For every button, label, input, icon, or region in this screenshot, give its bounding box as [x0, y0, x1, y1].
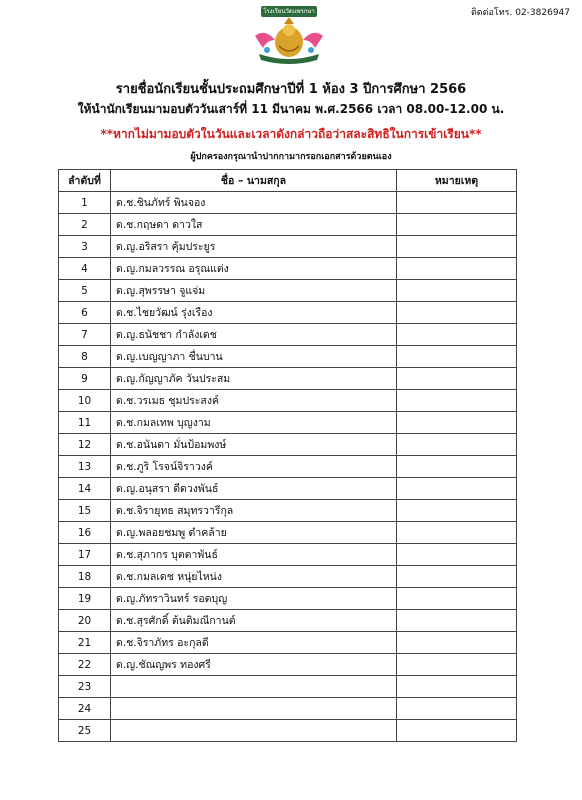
row-remark: [397, 192, 517, 214]
table-row: [59, 698, 517, 720]
row-remark: [397, 522, 517, 544]
row-number: 4: [59, 258, 111, 280]
student-name: [111, 720, 397, 742]
row-number: 23: [59, 676, 111, 698]
row-number: 9: [59, 368, 111, 390]
row-number: 12: [59, 434, 111, 456]
table-row: [59, 588, 517, 610]
table-header-row: [59, 170, 517, 192]
row-remark: [397, 478, 517, 500]
row-remark: [397, 456, 517, 478]
student-name: ด.ช.ภูริ โรจน์จิราวงค์: [111, 456, 397, 478]
row-remark: [397, 654, 517, 676]
row-remark: [397, 676, 517, 698]
table-row: [59, 412, 517, 434]
student-name: ด.ญ.ภัทราวินทร์ รอดบุญ: [111, 588, 397, 610]
table-row: [59, 566, 517, 588]
page-subtitle: ให้นำนักเรียนมามอบตัววันเสาร์ที่ 11 มีนาคม พ.ศ.2566 เวลา 08.00-12.00 น.: [77, 102, 505, 116]
row-remark: [397, 280, 517, 302]
table-row: [59, 654, 517, 676]
row-remark: [397, 632, 517, 654]
row-number: 13: [59, 456, 111, 478]
student-name: [111, 698, 397, 720]
student-name: ด.ช.จิรายุทธ สมุทรวารีกุล: [111, 500, 397, 522]
student-name: ด.ญ.กมลวรรณ อรุณแต่ง: [111, 258, 397, 280]
student-name: [111, 676, 397, 698]
row-number: 25: [59, 720, 111, 742]
student-name: ด.ญ.พลอยชมพู ดำคล้าย: [111, 522, 397, 544]
student-name: ด.ช.สุภากร บุตตาพันธ์: [111, 544, 397, 566]
table-row: [59, 368, 517, 390]
student-name: ด.ช.ชินภัทร์ พินจอง: [111, 192, 397, 214]
table-row: [59, 676, 517, 698]
student-name: ด.ช.วรเมธ ชุมประสงค์: [111, 390, 397, 412]
student-name: ด.ช.อนันดา มั่นป้อมพงษ์: [111, 434, 397, 456]
row-number: 2: [59, 214, 111, 236]
row-remark: [397, 346, 517, 368]
row-number: 5: [59, 280, 111, 302]
row-remark: [397, 698, 517, 720]
row-remark: [397, 258, 517, 280]
student-name: ด.ช.กมลเดช หนุ่ยไหน่ง: [111, 566, 397, 588]
school-logo: [251, 6, 327, 66]
table-row: [59, 346, 517, 368]
row-number: 3: [59, 236, 111, 258]
row-number: 11: [59, 412, 111, 434]
row-remark: [397, 236, 517, 258]
row-number: 10: [59, 390, 111, 412]
student-name: ด.ญ.ธนัชชา กำลังเดช: [111, 324, 397, 346]
student-name: ด.ช.กมลเทพ บุญงาม: [111, 412, 397, 434]
table-row: [59, 522, 517, 544]
row-number: 8: [59, 346, 111, 368]
student-name: ด.ญ.เบญญาภา ชื่นบาน: [111, 346, 397, 368]
row-remark: [397, 434, 517, 456]
warning-text: **หากไม่มามอบตัวในวันและเวลาดังกล่าวถือว่าสละสิทธิในการเข้าเรียน**: [100, 127, 482, 141]
row-remark: [397, 720, 517, 742]
student-name: ด.ญ.ชัณญพร ทองศรี: [111, 654, 397, 676]
row-number: 19: [59, 588, 111, 610]
student-name: ด.ญ.สุพรรษา จูแจ่ม: [111, 280, 397, 302]
header-number: ลำดับที่: [59, 170, 111, 192]
table-row: [59, 390, 517, 412]
row-number: 22: [59, 654, 111, 676]
row-remark: [397, 324, 517, 346]
row-number: 7: [59, 324, 111, 346]
student-name: ด.ช.จิราภัทร อะกุลดี: [111, 632, 397, 654]
row-number: 17: [59, 544, 111, 566]
row-remark: [397, 588, 517, 610]
row-number: 18: [59, 566, 111, 588]
row-remark: [397, 566, 517, 588]
row-remark: [397, 302, 517, 324]
student-name: ด.ญ.กัญญาภัค วันประสม: [111, 368, 397, 390]
row-number: 14: [59, 478, 111, 500]
table-row: [59, 258, 517, 280]
row-number: 1: [59, 192, 111, 214]
table-row: [59, 544, 517, 566]
row-remark: [397, 610, 517, 632]
row-remark: [397, 544, 517, 566]
row-remark: [397, 368, 517, 390]
school-emblem-icon: [251, 6, 327, 66]
table-row: [59, 302, 517, 324]
table-row: [59, 632, 517, 654]
student-name: ด.ญ.อนุสรา ดีดวงพันธ์: [111, 478, 397, 500]
row-number: 21: [59, 632, 111, 654]
page-title: รายชื่อนักเรียนชั้นประถมศึกษาปีที่ 1 ห้อง 3 ปีการศึกษา 2566: [115, 82, 467, 97]
header-remark: หมายเหตุ: [397, 170, 517, 192]
row-number: 15: [59, 500, 111, 522]
row-remark: [397, 412, 517, 434]
row-remark: [397, 214, 517, 236]
row-number: 20: [59, 610, 111, 632]
table-row: [59, 500, 517, 522]
row-remark: [397, 500, 517, 522]
table-row: [59, 456, 517, 478]
table-row: [59, 720, 517, 742]
row-number: 24: [59, 698, 111, 720]
table-row: [59, 610, 517, 632]
table-row: [59, 214, 517, 236]
table-row: [59, 236, 517, 258]
logo-banner-text: โรงเรียนวัดแพรกษา: [263, 8, 315, 15]
student-name: ด.ญ.อริสรา คุ้มประยูร: [111, 236, 397, 258]
row-number: 16: [59, 522, 111, 544]
contact-phone: ติดต่อโทร. 02-3826947: [470, 8, 570, 18]
table-row: [59, 434, 517, 456]
table-row: [59, 478, 517, 500]
parent-note: ผู้ปกครองกรุณานำปากกามากรอกเอกสารด้วยตนเอง: [190, 152, 392, 162]
student-name: ด.ช.สุรศักดิ์ ต้นติมณีกานต์: [111, 610, 397, 632]
header-name: ชื่อ – นามสกุล: [111, 170, 397, 192]
student-name: ด.ช.ไชยวัฒน์ รุ่งเรือง: [111, 302, 397, 324]
table-row: [59, 280, 517, 302]
student-name: ด.ช.กฤษดา ดาวใส: [111, 214, 397, 236]
table-row: [59, 192, 517, 214]
row-remark: [397, 390, 517, 412]
table-row: [59, 324, 517, 346]
student-table: [58, 169, 517, 742]
row-number: 6: [59, 302, 111, 324]
